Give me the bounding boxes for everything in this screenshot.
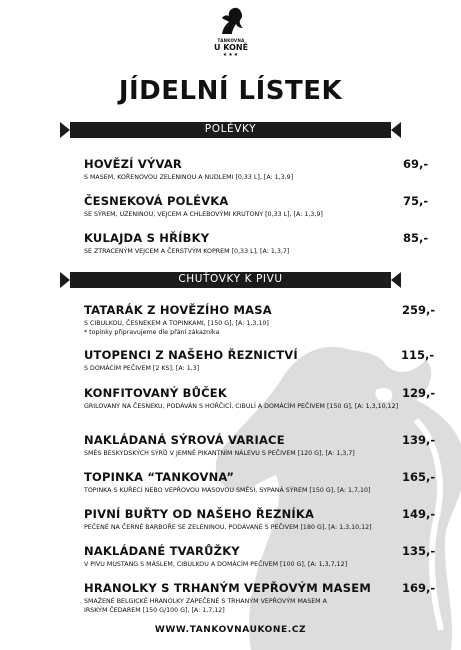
menu-item — [84, 194, 434, 219]
item-description: SE SÝREM, UZENINOU, VEJCEM A CHLEBOVÝMI KRUTONY [0,33 L], [A: 1,3,9] — [84, 211, 323, 218]
logo-main-text: U KONĚ — [213, 43, 249, 52]
item-name: ČESNEKOVÁ POLÉVKA — [84, 194, 229, 208]
item-name: TOPINKA “TANKOVNA” — [84, 470, 235, 484]
menu-item — [84, 470, 434, 495]
item-price: 259,- — [402, 303, 436, 317]
item-price: 129,- — [402, 386, 436, 400]
item-description: GRILOVANÝ NA ČESNEKU, PODÁVÁN S HOŘČICÍ, CIBULÍ A DOMÁCÍM PEČIVEM [150 G], [A: 1,3,10,12] — [84, 403, 399, 410]
item-name: PIVNÍ BUŘTY OD NAŠEHO ŘEZNÍKA — [84, 507, 315, 521]
item-price: 139,- — [402, 433, 436, 447]
item-price: 149,- — [402, 507, 436, 521]
item-name: KONFITOVANÝ BŮČEK — [84, 386, 227, 400]
item-name: HOVĚZÍ VÝVAR — [84, 157, 182, 171]
item-name: NAKLÁDANÁ SÝROVÁ VARIACE — [84, 433, 285, 447]
menu-item — [84, 386, 434, 411]
item-name: TATARÁK Z HOVĚZÍHO MASA — [84, 303, 272, 317]
item-note: * topinky připravujeme dle přání zákazníka — [84, 329, 220, 336]
item-name: HRANOLKY S TRHANÝM VEPŘOVÝM MASEM — [84, 581, 371, 595]
section-label: POLÉVKY — [204, 123, 257, 135]
item-description: SMĚS BESKYDSKÝCH SÝRŮ V JEMNĚ PIKANTNÍM NÁLEVU S PEČIVEM [120 G], [A: 1,3,7] — [84, 450, 355, 457]
item-price: 115,- — [401, 348, 435, 362]
item-description: SMAŽENÉ BELGICKÉ HRANOLKY ZAPEČENÉ S TRHANÝM VEPŘOVÝM MASEM A IRSKÝM ČEDAREM [150 G/100 G], [A: 1,7,12] — [84, 598, 327, 614]
item-price: 75,- — [403, 194, 429, 208]
item-description: TOPINKA S KUŘECÍ NEBO VEPŘOVOU MASOVOU SMĚSÍ, SYPANÁ SÝREM [150 G], [A: 1,7,10] — [84, 487, 371, 494]
item-description: S CIBULKOU, ČESNEKEM A TOPINKAMI, [150 G], [A: 1,3,10] — [84, 320, 269, 327]
menu-item — [84, 231, 434, 256]
menu-item — [84, 433, 434, 458]
item-price: 169,- — [402, 581, 436, 595]
section-banner-snacks — [60, 272, 401, 288]
item-name: KULAJDA S HŘÍBKY — [84, 231, 210, 245]
menu-item — [84, 157, 434, 182]
item-name: UTOPENCI Z NAŠEHO ŘEZNICTVÍ — [84, 348, 298, 362]
menu-item — [84, 544, 434, 569]
item-price: 165,- — [402, 470, 436, 484]
horse-logo-icon — [216, 6, 246, 36]
website-link[interactable]: WWW.TANKOVNAUKONE.CZ — [154, 625, 307, 635]
menu-item — [84, 348, 434, 373]
menu-item — [84, 581, 434, 615]
item-description: SE ZTRACENÝM VEJCEM A ČERSTVÝM KOPREM [0,33 L], [A: 1,3,7] — [84, 248, 290, 255]
item-price: 69,- — [403, 157, 429, 171]
item-price: 135,- — [402, 544, 436, 558]
section-label: CHUŤOVKY K PIVU — [178, 273, 283, 285]
section-banner-soups — [60, 122, 401, 138]
item-description: S MASEM, KOŘENOVOU ZELENINOU A NUDLEMI [0,33 L], [A: 1,3,9] — [84, 174, 294, 181]
logo-stars: ★★★ — [222, 52, 240, 58]
item-description: V PIVU MUSTANG S MÁSLEM, CIBULKOU A DOMÁCÍM PEČIVEM [100 G], [A: 1,3,7,12] — [84, 561, 348, 568]
logo — [210, 6, 252, 58]
item-description: PEČENÉ NA ČERNÉ BARBOŘE SE ZELENINOU, PODÁVANÉ S PEČIVEM [180 G], [A: 1,3,10,12] — [84, 524, 372, 531]
logo-top-text: TANKOVNA — [217, 38, 245, 43]
item-name: NAKLÁDANÉ TVARŮŽKY — [84, 544, 240, 558]
item-description: S DOMÁCÍM PEČIVEM [2 KS], [A: 1,3] — [84, 365, 200, 372]
item-price: 85,- — [403, 231, 429, 245]
page-title: JÍDELNÍ LÍSTEK — [118, 76, 343, 106]
menu-item — [84, 303, 434, 337]
menu-item — [84, 507, 434, 532]
